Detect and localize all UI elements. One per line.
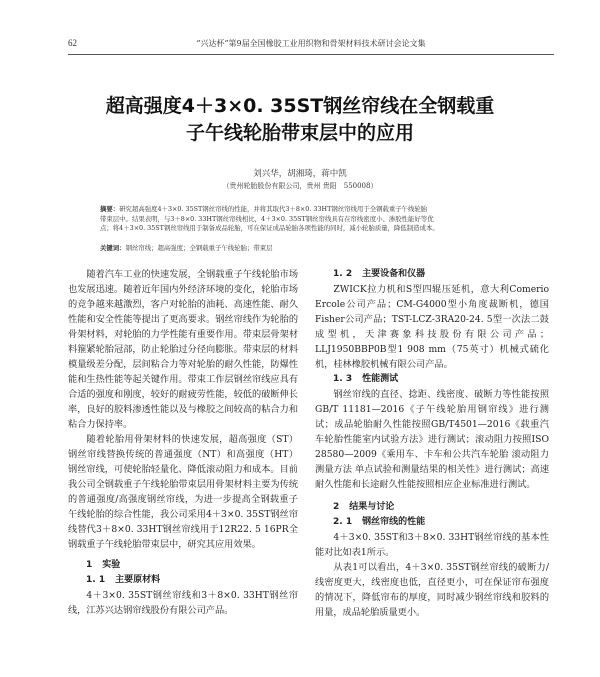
section-1-1-heading: 1. 1 主要原材料 — [86, 575, 161, 585]
affiliation: （贵州轮胎股份有限公司，贵州 贵阳 550008） — [222, 182, 378, 190]
section-2-heading: 2 结果与讨论 — [333, 502, 395, 512]
right-column — [315, 267, 549, 620]
results-paragraph-2: 从表1可以看出，4＋3×0. 35ST钢丝帘线的破断力/线密度更大，线密度也低，直径更小，可在保证帘布强度的情况下，降低帘布的厚度，同时减少钢丝帘线和胶料的用量，成品轮胎质量更小。 — [315, 562, 550, 618]
section-1-heading: 1 实验 — [86, 560, 121, 570]
section-2-1-heading: 2. 1 钢丝帘线的性能 — [333, 517, 426, 527]
intro-paragraph-2: 随着轮胎用骨架材料的快速发展，超高强度（ST）钢丝帘线替换传统的普通强度（NT）和高强度（HT）钢丝帘线，可使轮胎轻量化、降低滚动阻力和成本。目前我公司全钢载重子午线轮胎带束层用骨架材料主要为传统的普通强度/高强度钢丝帘线，为进一步提高全钢载重子午线轮胎的综合性能，我公司采用4＋3×0. 35ST钢丝帘线替代3＋8×0. 33HT钢丝帘线用于12R22. 5 16PR全钢载重子午线轮胎带束层中，研究其应用效果。 — [68, 434, 299, 550]
keywords-label: 关键词： — [100, 244, 126, 252]
abstract-line: 摘要：研究超高强度4＋3×0. 35ST钢丝帘线的性能，并将其取代3＋8×0. 33HT钢丝帘线用于全钢载重子午线轮胎 — [100, 205, 428, 213]
page-number: 62 — [68, 38, 77, 48]
abstract-line: 点；将4＋3×0. 35ST钢丝帘线用于制备成品轮胎，可在保证成品轮胎各项性能的同时，减小轮胎质量，降低制造成本。 — [100, 224, 439, 233]
abstract-line: 带束层中。结果表明，与3＋8×0. 33HT钢丝帘线相比，4＋3×0. 35ST钢丝帘线具有在帘线密度小、渗胶性能好等优 — [100, 214, 434, 223]
section-1-2-heading: 1. 2 主要设备和仪器 — [333, 269, 426, 279]
keywords-text: 钢丝帘线；超高强度；全钢载重子午线轮胎；带束层 — [125, 244, 273, 252]
abstract-label: 摘要： — [100, 205, 120, 213]
article-title — [60, 93, 540, 147]
title-line-2: 子午线轮胎带束层中的应用 — [185, 122, 414, 144]
equipment-paragraph: ZWICK拉力机和S型四辊压延机，意大利Comerio Ercole公司产品；CM-G4000型小角度裁断机，德国Fisher公司产品；TST-LCZ-3RA20-24. 5型一次法二鼓成型机，天津赛象科技股份有限公司产品；LLJ1950BBP0B型1 908 mm（75英寸）机械式硫化机，桂林橡胶机械有限公司产品。 — [315, 284, 550, 370]
materials-paragraph: 4＋3×0. 35ST钢丝帘线和3＋8×0. 33HT钢丝帘线，江苏兴达钢帘线股份有限公司产品。 — [68, 590, 299, 616]
authors: 刘兴华，胡湘琦，蒋中凯 — [253, 169, 347, 179]
running-title: “兴达杯”第9届全国橡胶工业用织物和骨架材料技术研讨会论文集 — [196, 39, 426, 48]
section-1-3-heading: 1. 3 性能测试 — [333, 374, 399, 384]
testing-paragraph: 钢丝帘线的直径、捻距、线密度、破断力等性能按照GB/T 11181—2016《子午线轮胎用钢帘线》进行测试；成品轮胎耐久性能按照GB/T4501—2016《载重汽车轮胎性能室内试验方法》进行测试；滚动阻力按照ISO 28580—2009《乘用车、卡车和公共汽车轮胎 滚动阻力测量方法 单点试验和测量结果的相关性》进行测试；高速耐久性能和长途耐久性能按照相应企业标准进行测试。 — [315, 389, 550, 490]
running-header — [68, 38, 554, 55]
title-line-1: 超高强度4＋3×0. 35ST钢丝帘线在全钢载重 — [105, 95, 495, 117]
keywords — [100, 243, 512, 252]
left-column — [68, 267, 298, 618]
intro-paragraph-1: 随着汽车工业的快速发展，全钢载重子午线轮胎市场也发展迅速。随着近年国内外经济环境的变化，轮胎市场的竞争越来越激烈，客户对轮胎的油耗、高速性能、耐久性能和安全性能等提出了更高要求。钢丝帘线作为轮胎的骨架材料，对轮胎的力学性能有重要作用。带束层骨架材料箍紧轮胎冠部，防止轮胎过分径向膨胀。带束层的材料模量级差分配，层间粘合力等对轮胎的耐久性能，防爆性能和生热性能等起关键作用。带束工作层钢丝帘线应具有合适的强度和刚度，较好的耐疲劳性能，较低的破断伸长率，良好的胶料渗透性能以及与橡胶之间较高的粘合力和粘合力保持率。 — [68, 269, 299, 430]
abstract — [100, 205, 512, 234]
results-paragraph-1: 4＋3×0. 35ST和3＋8×0. 33HT钢丝帘线的基本性能对比如表1所示。 — [315, 532, 550, 558]
